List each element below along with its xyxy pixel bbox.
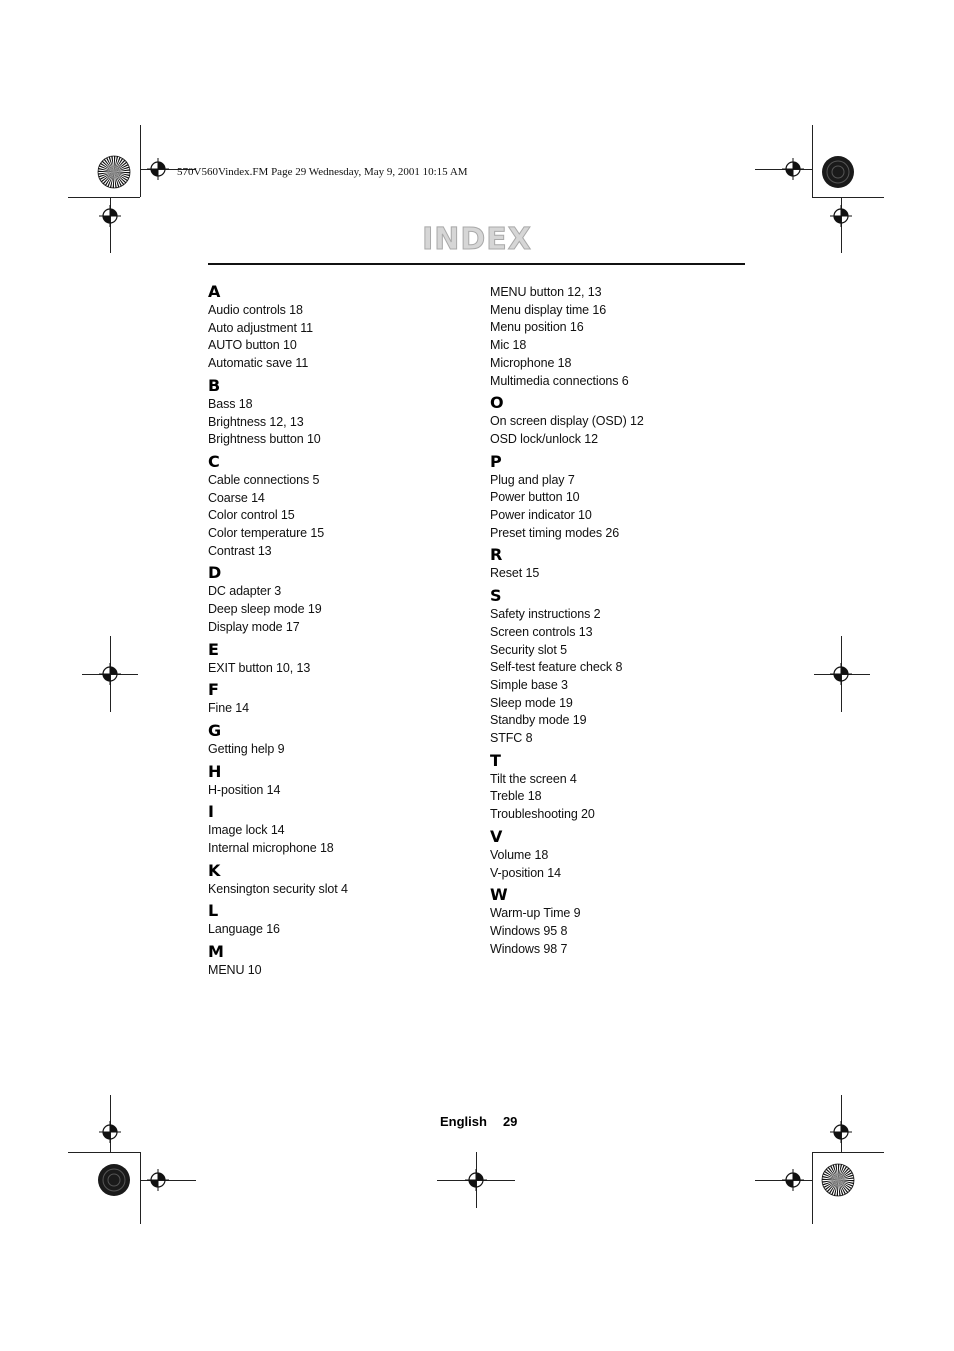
index-entry: Menu display time 16 xyxy=(490,302,607,317)
index-group xyxy=(208,680,478,718)
index-entry: Brightness button 10 xyxy=(208,432,321,447)
crop-mark xyxy=(812,1152,813,1224)
crop-mark xyxy=(140,1152,141,1224)
color-target-icon xyxy=(97,1163,131,1197)
index-entry: Sleep mode 19 xyxy=(490,695,573,710)
crop-mark xyxy=(140,125,141,197)
registration-mark-icon xyxy=(782,1169,804,1191)
index-column-left xyxy=(208,282,478,980)
index-group xyxy=(490,586,760,748)
index-letter-heading: L xyxy=(208,901,219,921)
index-entry: Simple base 3 xyxy=(490,677,568,692)
index-entry: Power button 10 xyxy=(490,490,580,505)
index-group xyxy=(490,284,760,390)
page-number: 29 xyxy=(502,1114,518,1129)
index-entry: Deep sleep mode 19 xyxy=(208,602,322,617)
index-group xyxy=(208,942,478,980)
index-letter-heading: G xyxy=(208,720,222,740)
index-entry: Contrast 13 xyxy=(208,543,272,558)
index-letter-heading: D xyxy=(208,563,222,583)
index-entry: Microphone 18 xyxy=(490,355,572,370)
index-letter-heading: C xyxy=(208,451,220,471)
index-group xyxy=(208,721,478,759)
index-entry: Auto adjustment 11 xyxy=(208,320,313,335)
registration-mark-icon xyxy=(147,1169,169,1191)
index-letter-heading: V xyxy=(490,826,503,846)
index-entry: Troubleshooting 20 xyxy=(490,807,595,822)
index-entry: Audio controls 18 xyxy=(208,303,303,317)
index-entry: Brightness 12, 13 xyxy=(208,414,304,429)
registration-mark-icon xyxy=(782,158,804,180)
index-entry: Plug and play 7 xyxy=(490,472,575,487)
index-entry: STFC 8 xyxy=(490,731,533,746)
index-group xyxy=(490,545,760,583)
index-group xyxy=(208,901,478,939)
index-entry: Windows 95 8 xyxy=(490,923,568,938)
crop-mark xyxy=(812,125,813,197)
index-entry: Bass 18 xyxy=(208,396,253,411)
index-entry: Color control 15 xyxy=(208,508,295,523)
index-group xyxy=(208,861,478,899)
index-entry: Standby mode 19 xyxy=(490,713,587,728)
registration-mark-icon xyxy=(465,1169,487,1191)
index-entry: Reset 15 xyxy=(490,566,540,581)
star-target-icon xyxy=(821,1163,855,1197)
index-letter-heading: T xyxy=(490,750,501,770)
index-entry: Volume 18 xyxy=(490,847,549,862)
index-letter-heading: E xyxy=(208,639,219,659)
index-letter-heading: S xyxy=(490,586,502,606)
index-entry: Self-test feature check 8 xyxy=(490,660,623,675)
crop-mark xyxy=(68,197,140,198)
title-rule xyxy=(208,263,745,265)
color-target-icon xyxy=(821,155,855,189)
index-entry: MENU button 12, 13 xyxy=(490,285,602,299)
index-group xyxy=(490,827,760,882)
index-letter-heading: A xyxy=(208,282,221,301)
index-group xyxy=(490,751,760,824)
index-entry: Warm-up Time 9 xyxy=(490,906,581,921)
index-letter-heading: M xyxy=(208,942,224,962)
index-entry: Treble 18 xyxy=(490,789,542,804)
index-entry: MENU 10 xyxy=(208,963,262,978)
index-letter-heading: P xyxy=(490,451,502,471)
crop-mark xyxy=(68,1152,140,1153)
page-title: INDEX xyxy=(422,222,532,257)
index-entry: Power indicator 10 xyxy=(490,508,592,523)
index-entry: Mic 18 xyxy=(490,338,527,353)
index-letter-heading: W xyxy=(490,885,508,905)
registration-mark-icon xyxy=(830,1121,852,1143)
index-letter-heading: F xyxy=(208,680,219,700)
registration-mark-icon xyxy=(99,1121,121,1143)
index-entry: OSD lock/unlock 12 xyxy=(490,431,598,446)
index-group xyxy=(490,885,760,958)
star-target-icon xyxy=(97,155,131,189)
index-group xyxy=(208,563,478,636)
index-group xyxy=(208,762,478,800)
index-entry: Kensington security slot 4 xyxy=(208,881,348,896)
index-entry: Menu position 16 xyxy=(490,320,584,335)
page-footer xyxy=(440,1114,517,1129)
index-entry: On screen display (OSD) 12 xyxy=(490,414,644,429)
index-entry: Cable connections 5 xyxy=(208,472,320,487)
index-letter-heading: H xyxy=(208,761,222,781)
index-group xyxy=(208,376,478,449)
index-entry: Safety instructions 2 xyxy=(490,607,601,622)
index-group xyxy=(208,282,478,373)
index-group xyxy=(208,452,478,561)
index-column-right xyxy=(490,284,760,958)
index-entry: DC adapter 3 xyxy=(208,584,282,599)
index-entry: Automatic save 11 xyxy=(208,356,309,371)
index-entry: Multimedia connections 6 xyxy=(490,373,629,388)
index-entry: Coarse 14 xyxy=(208,490,265,505)
index-entry: Color temperature 15 xyxy=(208,526,325,541)
index-entry: Windows 98 7 xyxy=(490,941,568,956)
registration-mark-icon xyxy=(99,663,121,685)
registration-mark-icon xyxy=(147,158,169,180)
index-entry: Getting help 9 xyxy=(208,741,285,756)
index-entry: Security slot 5 xyxy=(490,642,568,657)
index-entry: Image lock 14 xyxy=(208,823,285,838)
index-entry: AUTO button 10 xyxy=(208,338,297,353)
file-info: 570V560Vindex.FM Page 29 Wednesday, May 9, 2001 10:15 AM xyxy=(177,166,468,178)
index-entry: Preset timing modes 26 xyxy=(490,525,620,540)
index-entry: V-position 14 xyxy=(490,865,561,880)
index-letter-heading: B xyxy=(208,375,221,395)
index-entry: Language 16 xyxy=(208,922,280,937)
footer-language: English xyxy=(440,1114,487,1129)
index-group xyxy=(208,640,478,678)
index-letter-heading: K xyxy=(208,860,221,880)
index-letter-heading: I xyxy=(208,802,214,822)
index-entry: Fine 14 xyxy=(208,701,249,716)
index-entry: Internal microphone 18 xyxy=(208,841,334,856)
crop-mark xyxy=(812,197,884,198)
index-entry: Screen controls 13 xyxy=(490,624,593,639)
index-entry: H-position 14 xyxy=(208,782,281,797)
index-letter-heading: R xyxy=(490,545,503,565)
index-entry: Display mode 17 xyxy=(208,619,300,634)
crop-mark xyxy=(812,1152,884,1153)
registration-mark-icon xyxy=(830,663,852,685)
index-group xyxy=(490,393,760,448)
index-letter-heading: O xyxy=(490,393,504,413)
index-entry: Tilt the screen 4 xyxy=(490,771,577,786)
index-entry: EXIT button 10, 13 xyxy=(208,660,311,675)
index-group xyxy=(208,802,478,857)
index-group xyxy=(490,452,760,543)
